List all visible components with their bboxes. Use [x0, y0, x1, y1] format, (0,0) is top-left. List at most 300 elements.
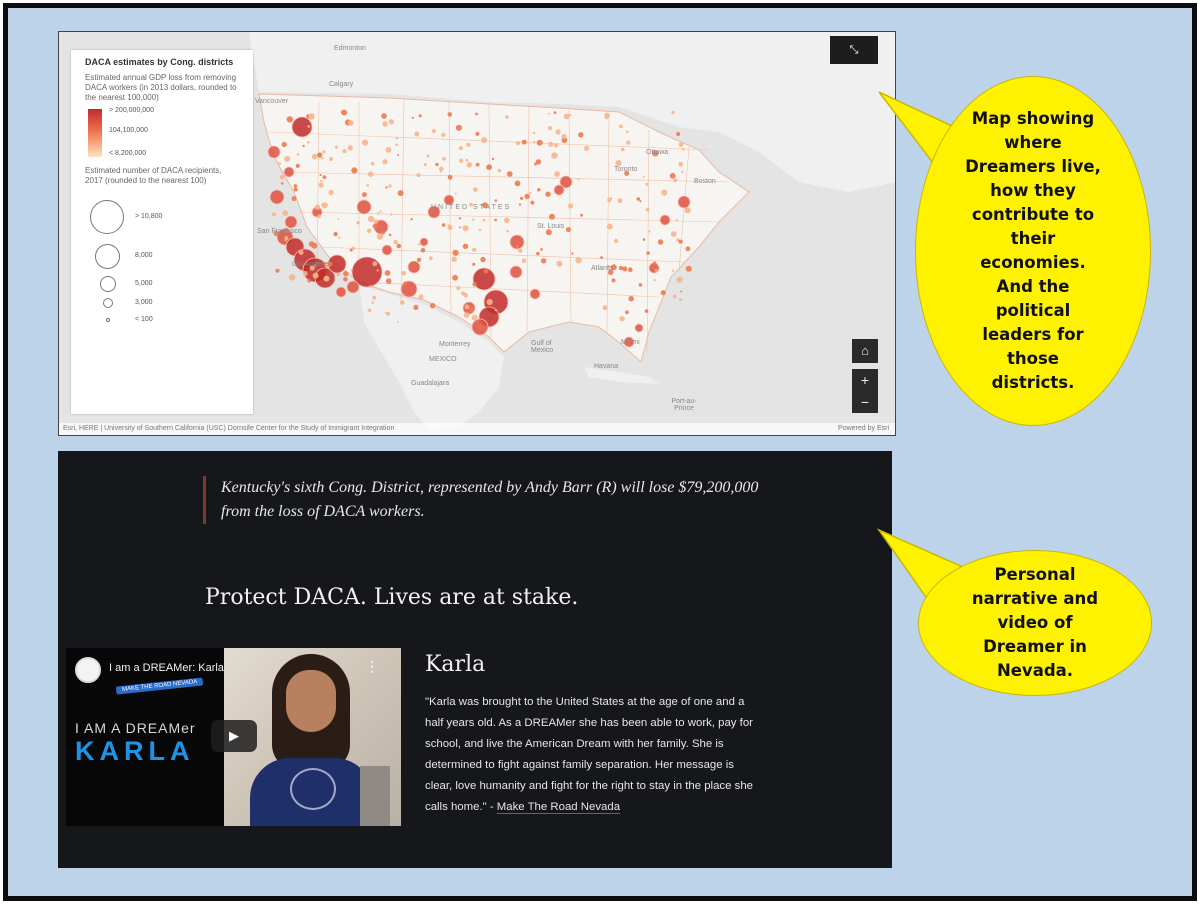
district-dot-small: [296, 164, 300, 168]
district-dot: [347, 281, 359, 293]
zoom-out-button[interactable]: −: [860, 394, 870, 410]
district-dot-small: [383, 121, 388, 126]
district-dot-small: [343, 271, 348, 276]
district-dot-small: [622, 266, 627, 271]
district-dot-small: [584, 146, 589, 151]
district-dot-small: [671, 111, 674, 114]
district-dot-small: [661, 290, 666, 295]
district-dot: [270, 190, 284, 204]
ramp-label-mid: 104,100,000: [109, 127, 148, 134]
district-dot-small: [455, 193, 457, 195]
district-dot-small: [679, 240, 683, 244]
district-dot-small: [372, 296, 376, 300]
district-dot-small: [459, 217, 461, 219]
callout-map-line: how they: [990, 181, 1076, 200]
district-dot-small: [516, 141, 520, 145]
size-circle-xs: [106, 318, 110, 322]
district-dot-small: [283, 210, 289, 216]
callout-map: [915, 76, 1151, 426]
district-dot-small: [673, 178, 677, 182]
district-dot-small: [368, 216, 374, 222]
district-dot-small: [372, 261, 377, 266]
district-dot-small: [618, 198, 623, 203]
district-dot-small: [646, 251, 650, 255]
district-dot-small: [452, 275, 458, 281]
district-dot-small: [381, 231, 384, 234]
district-dot-small: [282, 142, 287, 147]
district-dot-small: [369, 285, 372, 288]
district-dot-small: [386, 312, 390, 316]
district-dot-small: [645, 309, 649, 313]
callout-map-line: districts.: [991, 373, 1075, 392]
district-dot-small: [646, 183, 649, 186]
district-dot-small: [536, 252, 540, 256]
district-dot-small: [607, 198, 611, 202]
district-dot-small: [685, 207, 691, 213]
map-attribution: [59, 423, 895, 435]
district-dot-small: [329, 157, 333, 161]
district-dot-small: [680, 291, 682, 293]
district-dot: [357, 200, 371, 214]
district-dot-small: [626, 130, 629, 133]
district-dot-small: [628, 267, 633, 272]
place-label-los-angeles: Los Angeles: [292, 261, 331, 268]
district-dot-small: [530, 201, 534, 205]
size-label-xs: < 100: [135, 316, 153, 323]
district-dot-small: [451, 257, 456, 262]
district-dot-small: [473, 187, 478, 192]
district-dot-small: [342, 149, 346, 153]
district-dot-small: [322, 150, 325, 153]
district-dot: [530, 289, 540, 299]
map-legend: [71, 50, 253, 414]
district-dot-small: [323, 175, 327, 179]
district-dot-small: [338, 236, 340, 238]
callout-story-text: [972, 563, 1098, 683]
size-label-l: 8,000: [135, 252, 153, 259]
person-name: Karla: [425, 652, 486, 677]
place-label-miami: Miami: [621, 339, 640, 346]
district-dot-small: [472, 263, 475, 266]
district-dot-small: [320, 180, 322, 182]
district-dot-small: [494, 219, 497, 222]
home-button[interactable]: [852, 339, 878, 363]
district-dot-small: [643, 176, 645, 178]
district-dot-small: [522, 140, 527, 145]
powered-by-esri[interactable]: Powered by Esri: [838, 425, 889, 432]
district-dot-small: [377, 212, 379, 214]
district-dot-small: [486, 164, 492, 170]
district-dot-small: [578, 132, 583, 137]
district-dot-small: [519, 203, 521, 205]
district-dot-small: [371, 162, 375, 166]
fullscreen-button[interactable]: [830, 36, 878, 64]
district-dot-small: [681, 171, 683, 173]
district-dot-small: [459, 146, 463, 150]
district-dot-small: [476, 163, 480, 167]
district-dot-small: [442, 223, 446, 227]
district-dot-small: [302, 145, 304, 147]
video-player[interactable]: [66, 648, 401, 826]
district-dot-small: [414, 132, 419, 137]
district-dot-small: [469, 307, 474, 312]
district-dot-small: [643, 238, 646, 241]
district-dot-small: [545, 192, 550, 197]
district-dot-small: [520, 197, 523, 200]
place-label-boston: Boston: [694, 178, 716, 185]
district-dot-small: [439, 167, 444, 172]
district-dot-small: [537, 188, 540, 191]
district-dot-small: [317, 214, 321, 218]
district-dot-small: [603, 305, 608, 310]
district-dot: [268, 146, 280, 158]
district-dot-small: [292, 196, 297, 201]
district-dot-small: [686, 246, 691, 251]
district-dot-small: [619, 316, 624, 321]
district-dot-small: [419, 114, 422, 117]
callout-map-line: contribute to: [971, 205, 1095, 224]
callout-map-line: And the: [996, 277, 1070, 296]
place-label-gulf: Gulf of Mexico: [531, 340, 554, 354]
district-dot-small: [313, 273, 319, 279]
district-dot-small: [284, 156, 290, 162]
district-dot-small: [333, 232, 337, 236]
callout-map-line: Dreamers live,: [965, 157, 1101, 176]
district-dot-small: [448, 175, 453, 180]
district-dot-small: [386, 278, 392, 284]
district-dot-small: [461, 291, 465, 295]
district-dot-small: [678, 162, 683, 167]
district-dot-small: [607, 224, 613, 230]
district-dot-small: [466, 143, 470, 147]
district-dot-small: [504, 218, 509, 223]
size-label-m: 5,000: [135, 280, 153, 287]
district-dot-small: [575, 257, 581, 263]
district-dot-small: [472, 248, 476, 252]
district-dot-small: [679, 143, 684, 148]
district-dot-small: [448, 224, 451, 227]
district-dot-small: [626, 141, 630, 145]
district-dot-small: [551, 152, 557, 158]
callout-story-line: Personal: [994, 565, 1076, 584]
place-label-mexico: MEXICO: [429, 356, 457, 363]
district-dot-small: [525, 194, 530, 199]
district-dot: [554, 185, 564, 195]
callout-map-line: their: [1010, 229, 1056, 248]
callout-story-line: Dreamer in: [983, 637, 1087, 656]
district-dot-small: [356, 221, 359, 224]
district-dot-small: [337, 218, 339, 220]
district-dot-small: [676, 219, 678, 221]
district-dot-small: [351, 269, 353, 271]
district-dot-small: [280, 175, 285, 180]
district-dot-small: [307, 279, 311, 283]
district-dot-small: [448, 112, 453, 117]
attribution-text: Esri, HERE | University of Southern California (USC) Dornsife Center for the Study of Immigrant Integration: [63, 425, 395, 432]
video-menu-icon[interactable]: ⋮: [365, 658, 379, 674]
place-label-atlanta: Atlanta: [591, 265, 613, 272]
district-dot-small: [341, 110, 347, 116]
district-dot: [472, 319, 488, 335]
callout-map-line: those: [1007, 349, 1059, 368]
person-story: [425, 692, 755, 818]
place-label-toronto: Toronto: [614, 166, 638, 173]
size-circle-s: [103, 298, 113, 308]
district-dot-small: [281, 182, 284, 185]
channel-avatar[interactable]: [75, 657, 101, 683]
district-dot-small: [366, 184, 369, 187]
district-dot-small: [401, 271, 406, 276]
district-dot-small: [655, 269, 658, 272]
district-dot-small: [394, 240, 398, 244]
district-dot-small: [432, 129, 436, 133]
district-dot-small: [507, 171, 513, 177]
district-dot-small: [492, 158, 494, 160]
district-dot-small: [343, 277, 348, 282]
video-overlay-line2: KARLA: [75, 736, 195, 766]
district-dot-small: [533, 132, 535, 134]
district-dot-small: [658, 239, 663, 244]
zoom-in-button[interactable]: +: [860, 372, 870, 388]
district-dot-small: [554, 111, 557, 114]
ramp-label-high: > 200,000,000: [109, 107, 154, 114]
district-dot-small: [653, 262, 657, 266]
place-label-vancouver: Vancouver: [255, 98, 288, 105]
district-dot-small: [442, 157, 446, 161]
daca-map[interactable]: [58, 31, 896, 436]
district-dot-small: [614, 239, 618, 243]
district-dot-small: [397, 321, 399, 323]
district-dot-small: [284, 239, 287, 242]
district-dot: [284, 167, 294, 177]
district-dot-small: [498, 169, 502, 173]
district-dot-small: [389, 234, 392, 237]
district-dot-small: [368, 309, 372, 313]
district-dot-small: [320, 174, 322, 176]
district-dot-small: [309, 113, 315, 119]
district-dot-small: [367, 229, 372, 234]
legend-size-scale: [85, 194, 239, 384]
district-dot: [660, 215, 670, 225]
district-dot-small: [303, 271, 308, 276]
district-dot-small: [672, 270, 674, 272]
district-dot-small: [321, 204, 323, 206]
district-dot-small: [673, 295, 677, 299]
district-dot-small: [398, 190, 404, 196]
district-dot-small: [481, 137, 487, 143]
district-dot-small: [554, 143, 558, 147]
district-dot-small: [646, 208, 650, 212]
district-dot-small: [475, 113, 478, 116]
callout-map-text: [965, 107, 1101, 395]
district-dot-small: [412, 117, 414, 119]
place-label-guadalajara: Guadalajara: [411, 380, 450, 387]
district-dot-small: [272, 212, 276, 216]
district-dot-small: [546, 229, 552, 235]
district-dot: [408, 261, 420, 273]
district-dot-small: [554, 171, 560, 177]
district-dot-small: [307, 125, 310, 128]
district-dot-small: [472, 282, 477, 287]
place-label-calgary: Calgary: [329, 81, 354, 88]
district-dot-small: [413, 305, 418, 310]
district-dot-small: [648, 230, 650, 232]
district-dot-small: [568, 203, 573, 208]
district-dot-small: [537, 140, 543, 146]
district-dot-small: [472, 315, 478, 321]
district-dot-small: [351, 167, 357, 173]
callout-map-line: political: [995, 301, 1071, 320]
district-dot-small: [541, 258, 546, 263]
district-dot-small: [475, 132, 479, 136]
district-dot-small: [676, 132, 680, 136]
place-label-port-au-prince: Port-au-Prince: [671, 398, 697, 412]
district-dot-small: [424, 163, 427, 166]
district-dot-small: [628, 296, 634, 302]
video-overlay-line1: I AM A DREAMer: [75, 720, 196, 736]
district-dot-small: [484, 269, 489, 274]
callout-map-line: Map showing: [971, 109, 1095, 128]
place-label-united-states: UNITED STATES: [431, 204, 512, 211]
district-dot-small: [577, 178, 579, 180]
district-dot-small: [386, 147, 392, 153]
district-dot-small: [465, 159, 468, 162]
district-dot-small: [464, 312, 470, 318]
district-dot-small: [427, 155, 430, 158]
district-dot-small: [324, 276, 330, 282]
callout-map-line: leaders for: [982, 325, 1084, 344]
district-dot-small: [294, 188, 298, 192]
zoom-controls: [852, 369, 878, 413]
district-dot-small: [456, 286, 460, 290]
callout-story: [918, 550, 1152, 696]
district-dot-small: [557, 261, 563, 267]
district-dot-small: [307, 141, 310, 144]
district-dot-small: [411, 218, 413, 220]
district-dot-small: [670, 173, 676, 179]
district-dot-small: [294, 184, 298, 188]
size-label-s: 3,000: [135, 299, 153, 306]
play-icon: ▶: [229, 728, 239, 743]
district-dot-small: [533, 141, 535, 143]
district-dot-small: [385, 270, 391, 276]
district-dot-small: [289, 274, 295, 280]
callout-story-line: narrative and: [971, 589, 1099, 608]
district-dot-small: [421, 248, 426, 253]
district-dot-small: [548, 126, 552, 130]
district-dot-small: [348, 145, 353, 150]
callout-story-line: video of: [997, 613, 1073, 632]
district-dot-small: [639, 200, 641, 202]
place-label-st-louis: St. Louis: [537, 223, 565, 230]
district-dot-small: [671, 231, 677, 237]
district-dot-small: [362, 140, 368, 146]
district-dot-small: [463, 244, 468, 249]
district-dot-small: [487, 299, 493, 305]
district-dot-small: [483, 219, 486, 222]
district-dot: [678, 196, 690, 208]
place-label-havana: Havana: [594, 363, 619, 370]
place-label-edmonton: Edmonton: [334, 45, 366, 52]
district-dot-small: [495, 199, 498, 202]
district-dot-small: [679, 298, 682, 301]
district-dot-small: [619, 125, 623, 129]
ramp-label-low: < 8,200,000: [109, 150, 147, 157]
district-dot-small: [529, 192, 531, 194]
district-dot-small: [390, 213, 392, 215]
district-dot-small: [430, 303, 435, 308]
district-dot-small: [536, 159, 541, 164]
district-dot: [285, 216, 297, 228]
district-dot-small: [472, 218, 474, 220]
district-dot-small: [548, 113, 550, 115]
district-dot-small: [515, 245, 519, 249]
district-dot-small: [441, 133, 445, 137]
district-dot-small: [397, 154, 399, 156]
district-dot-small: [459, 159, 463, 163]
district-dot-small: [319, 182, 324, 187]
district-dot-small: [637, 197, 641, 201]
district-dot: [635, 324, 643, 332]
legend-title: DACA estimates by Cong. districts: [85, 57, 234, 67]
legend-color-ramp: [85, 106, 239, 158]
district-dot-small: [418, 243, 420, 245]
expand-icon: ⤡: [849, 44, 859, 56]
source-link[interactable]: Make The Road Nevada: [496, 801, 621, 813]
thumbnail-shirt-print: [290, 768, 336, 810]
district-dot-small: [580, 214, 583, 217]
legend-gdp-description: Estimated annual GDP loss from removing DACA workers (in 2013 dollars, rounded to the nearest 100,000): [85, 73, 237, 102]
district-dot-small: [312, 154, 318, 160]
dots-layer: [268, 110, 692, 347]
person-story-text: "Karla was brought to the United States at the age of one and a half years old. As a DREAMer she has been able to work, pay for school, and live the American Dream with her family. She is determined to fight against family separation. Her message is clear, love humanity and fight for the right to stay in the place she calls home." -: [425, 696, 753, 813]
district-dot-small: [385, 186, 387, 188]
district-dot-small: [518, 249, 522, 253]
district-quote: Kentucky's sixth Cong. District, represented by Andy Barr (R) will lose $79,200,000 from the loss of DACA workers.: [203, 476, 763, 524]
callout-map-line: economies.: [980, 253, 1086, 272]
district-dot-small: [682, 148, 685, 151]
district-dot-small: [374, 219, 379, 224]
size-label-xl: > 10,800: [135, 213, 163, 220]
district-dot-small: [522, 258, 527, 263]
callout-map-line: where: [1004, 133, 1062, 152]
district-dot-small: [456, 125, 462, 131]
play-button[interactable]: [211, 720, 257, 752]
district-dot-small: [278, 162, 281, 165]
district-dot-small: [600, 256, 603, 259]
district-dot-small: [337, 273, 341, 277]
district-dot-small: [686, 266, 692, 272]
district-dot-small: [373, 224, 378, 229]
district-dot: [336, 287, 346, 297]
place-label-ottawa: Ottawa: [646, 149, 669, 156]
district-dot-small: [328, 190, 333, 195]
district-dot-small: [506, 230, 509, 233]
district-dot-small: [418, 294, 423, 299]
legend-count-description: Estimated number of DACA recipients, 2017 (rounded to the nearest 100): [85, 166, 222, 185]
district-dot-small: [379, 210, 381, 212]
district-dot-small: [564, 114, 570, 120]
district-dot-small: [403, 282, 407, 286]
district-dot-small: [453, 250, 459, 256]
district-dot-small: [459, 226, 461, 228]
size-circle-m: [100, 276, 116, 292]
district-dot-small: [571, 252, 573, 254]
video-title[interactable]: I am a DREAMer: Karla: [109, 662, 224, 674]
district-dot-small: [388, 184, 391, 187]
district-dot-small: [677, 277, 683, 283]
district-dot-small: [287, 116, 293, 122]
